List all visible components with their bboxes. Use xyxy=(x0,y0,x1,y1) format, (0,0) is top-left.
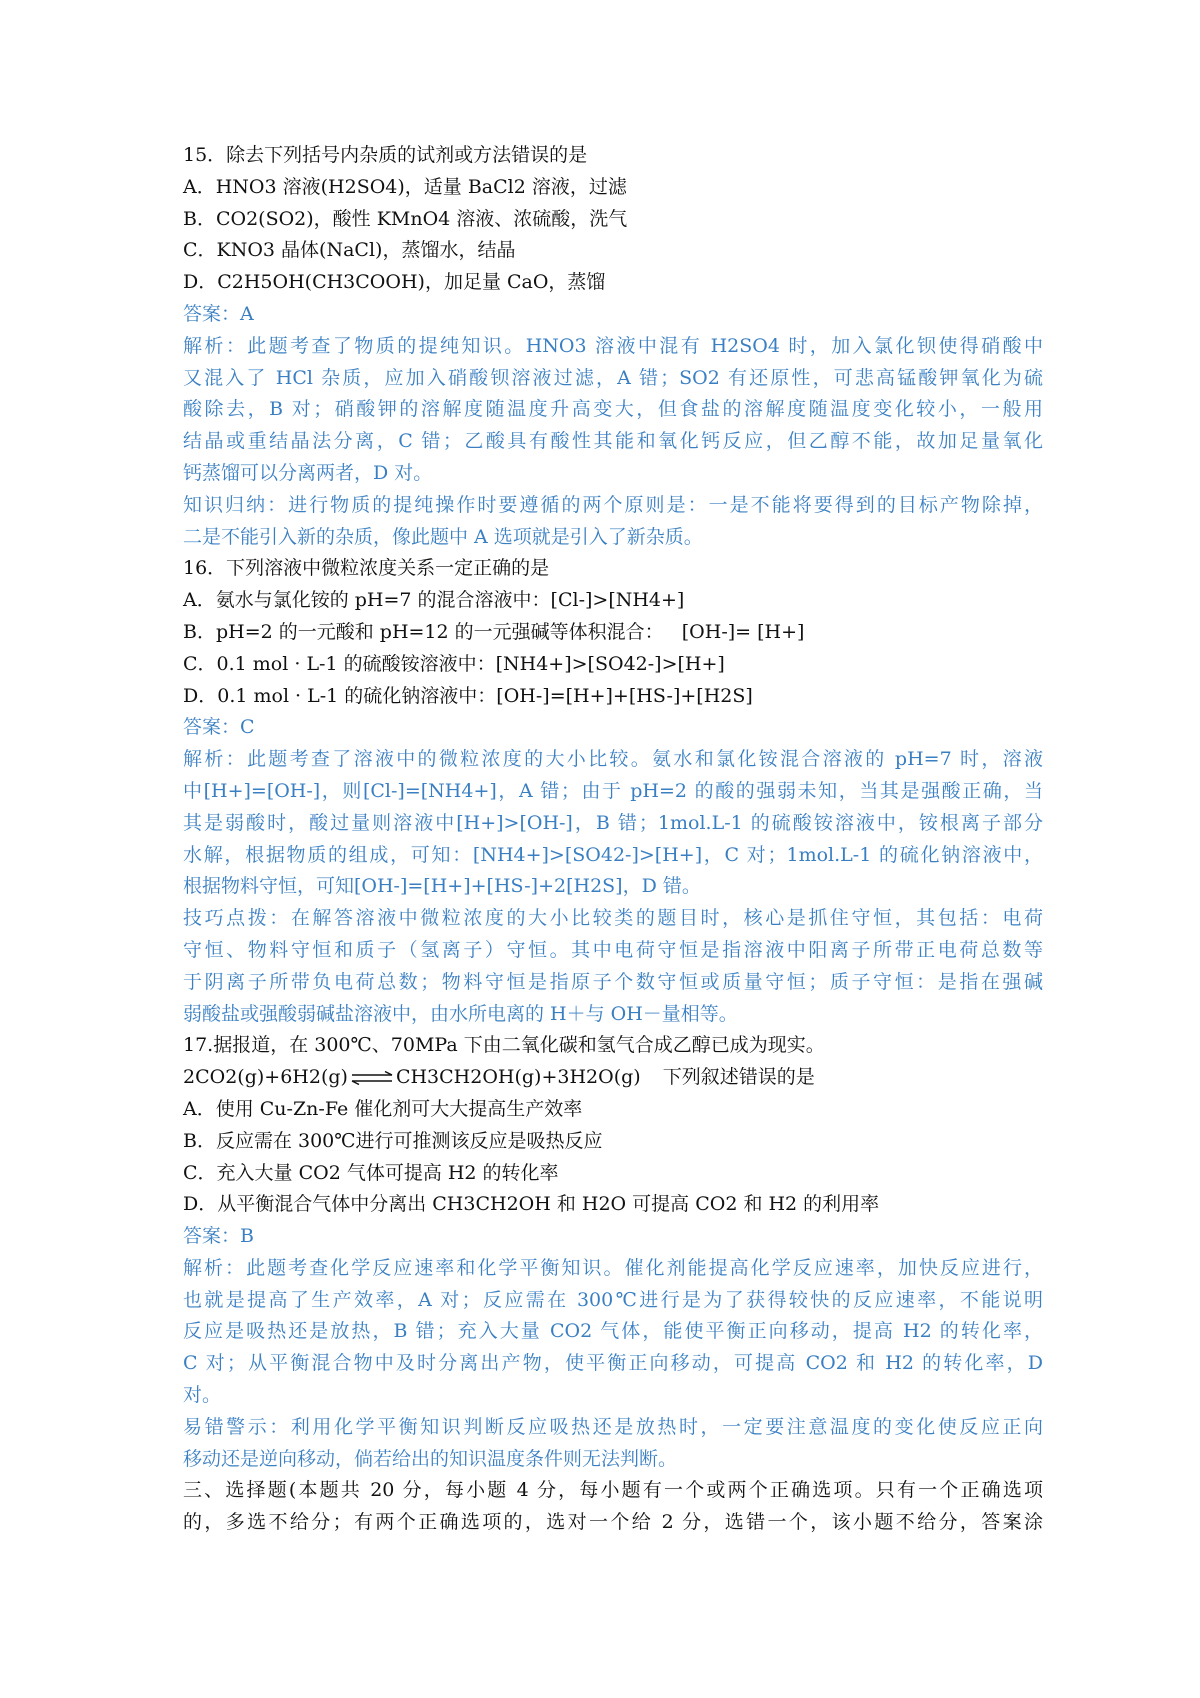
analysis-line: 中[H+]=[OH-]，则[Cl-]=[NH4+]，A 错；由于 pH=2 的酸的强弱未知，当其是强酸正确，当 xyxy=(183,779,1043,802)
option-b: B．CO2(SO2)，酸性 KMnO4 溶液、浓硫酸，洗气 xyxy=(183,207,628,230)
analysis-line: 解析：此题考查了物质的提纯知识。HNO3 溶液中混有 H2SO4 时，加入氯化钡使得硝酸中 xyxy=(183,334,1043,357)
analysis-line: 水解，根据物质的组成，可知：[NH4+]>[SO42-]>[H+]，C 对；1mol.L-1 的硫化钠溶液中， xyxy=(183,843,1043,866)
analysis-line: 其是弱酸时，酸过量则溶液中[H+]>[OH-]，B 错；1mol.L-1 的硫酸铵溶液中，铵根离子部分 xyxy=(183,811,1043,834)
option-b: B．反应需在 300℃进行可推测该反应是吸热反应 xyxy=(183,1129,603,1152)
option-a: A．氨水与氯化铵的 pH=7 的混合溶液中：[Cl-]>[NH4+] xyxy=(183,589,685,612)
section-line: 三、选择题(本题共 20 分，每小题 4 分，每小题有一个或两个正确选项。只有一个正确选项 xyxy=(183,1479,1043,1502)
error-warning xyxy=(183,1412,1043,1476)
answer: 答案：B xyxy=(183,1225,254,1248)
warning-line: 移动还是逆向移动，倘若给出的知识温度条件则无法判断。 xyxy=(183,1447,678,1470)
option-a: A．HNO3 溶液(H2SO4)，适量 BaCl2 溶液，过滤 xyxy=(183,175,627,198)
analysis-line: 反应是吸热还是放热，B 错；充入大量 CO2 气体，能使平衡正向移动，提高 H2 的转化率， xyxy=(183,1320,1043,1343)
equation-left: 2CO2(g)+6H2(g) xyxy=(183,1066,348,1089)
analysis-line: 酸除去，B 对；硝酸钾的溶解度随温度升高变大，但食盐的溶解度随温度变化较小，一般用 xyxy=(183,398,1043,421)
analysis-line: 又混入了 HCl 杂质，应加入硝酸钡溶液过滤，A 错；SO2 有还原性，可悲高锰酸钾氧化为硫 xyxy=(183,366,1043,389)
document-page xyxy=(183,140,1043,1539)
analysis-line: C 对；从平衡混合物中及时分离出产物，使平衡正向移动，可提高 CO2 和 H2 的转化率，D xyxy=(183,1352,1043,1375)
technique-tips xyxy=(183,903,1043,1030)
question-15 xyxy=(183,140,1043,553)
equation-right: CH3CH2OH(g)+3H2O(g) xyxy=(395,1066,641,1089)
analysis xyxy=(183,1253,1043,1412)
analysis xyxy=(183,331,1043,490)
option-d: D．0.1 mol · L-1 的硫化钠溶液中：[OH-]=[H+]+[HS-]+[H2S] xyxy=(183,684,753,707)
question-16 xyxy=(183,553,1043,1030)
tips-line: 于阴离子所带负电荷总数；物料守恒是指原子个数守恒或质量守恒；质子守恒：是指在强碱 xyxy=(183,970,1043,993)
equation-question: 下列叙述错误的是 xyxy=(662,1066,815,1089)
analysis-line: 解析：此题考查化学反应速率和化学平衡知识。催化剂能提高化学反应速率，加快反应进行， xyxy=(183,1256,1043,1279)
option-d: D．从平衡混合气体中分离出 CH3CH2OH 和 H2O 可提高 CO2 和 H2 的利用率 xyxy=(183,1193,880,1216)
option-a: A．使用 Cu-Zn-Fe 催化剂可大大提高生产效率 xyxy=(183,1097,583,1120)
chemical-equation xyxy=(183,1062,1043,1094)
tips-line: 守恒、物料守恒和质子（氢离子）守恒。其中电荷守恒是指溶液中阳离子所带正电荷总数等 xyxy=(183,938,1043,961)
warning-line: 易错警示：利用化学平衡知识判断反应吸热还是放热时，一定要注意温度的变化使反应正向 xyxy=(183,1415,1043,1438)
analysis-line: 也就是提高了生产效率，A 对；反应需在 300℃进行是为了获得较快的反应速率，不能说明 xyxy=(183,1288,1043,1311)
analysis-line: 结晶或重结晶法分离，C 错；乙酸具有酸性其能和氧化钙反应，但乙醇不能，故加足量氧化 xyxy=(183,430,1043,453)
option-c: C．0.1 mol · L-1 的硫酸铵溶液中：[NH4+]>[SO42-]>[H+] xyxy=(183,652,725,675)
answer: 答案：C xyxy=(183,716,255,739)
tips-line: 弱酸盐或强酸弱碱盐溶液中，由水所电离的 H＋与 OH－量相等。 xyxy=(183,1002,738,1025)
analysis-line: 解析：此题考查了溶液中的微粒浓度的大小比较。氨水和氯化铵混合溶液的 pH=7 时，溶液 xyxy=(183,748,1043,771)
section-line: 的，多选不给分；有两个正确选项的，选对一个给 2 分，选错一个，该小题不给分，答案涂 xyxy=(183,1511,1043,1534)
option-d: D．C2H5OH(CH3COOH)，加足量 CaO，蒸馏 xyxy=(183,271,606,294)
question-17 xyxy=(183,1030,1043,1475)
answer: 答案：A xyxy=(183,302,254,325)
option-c: C．KNO3 晶体(NaCl)，蒸馏水，结晶 xyxy=(183,239,516,262)
analysis-line: 钙蒸馏可以分离两者，D 对。 xyxy=(183,461,433,484)
analysis xyxy=(183,744,1043,903)
section-3-header xyxy=(183,1475,1043,1539)
question-title: 15．除去下列括号内杂质的试剂或方法错误的是 xyxy=(183,144,588,166)
knowledge-summary xyxy=(183,490,1043,554)
summary-line: 二是不能引入新的杂质，像此题中 A 选项就是引入了新杂质。 xyxy=(183,525,703,548)
equilibrium-arrow-icon xyxy=(350,1071,394,1085)
analysis-line: 根据物料守恒，可知[OH-]=[H+]+[HS-]+2[H2S]，D 错。 xyxy=(183,875,701,898)
question-title: 16．下列溶液中微粒浓度关系一定正确的是 xyxy=(183,557,550,580)
analysis-line: 对。 xyxy=(183,1384,222,1407)
summary-line: 知识归纳：进行物质的提纯操作时要遵循的两个原则是：一是不能将要得到的目标产物除掉， xyxy=(183,493,1043,516)
option-c: C．充入大量 CO2 气体可提高 H2 的转化率 xyxy=(183,1161,559,1184)
tips-line: 技巧点拨：在解答溶液中微粒浓度的大小比较类的题目时，核心是抓住守恒，其包括：电荷 xyxy=(183,907,1043,930)
question-title: 17.据报道，在 300℃、70MPa 下由二氧化碳和氢气合成乙醇已成为现实。 xyxy=(183,1034,825,1057)
option-b: B．pH=2 的一元酸和 pH=12 的一元强碱等体积混合： [OH-]= [H+] xyxy=(183,620,805,643)
